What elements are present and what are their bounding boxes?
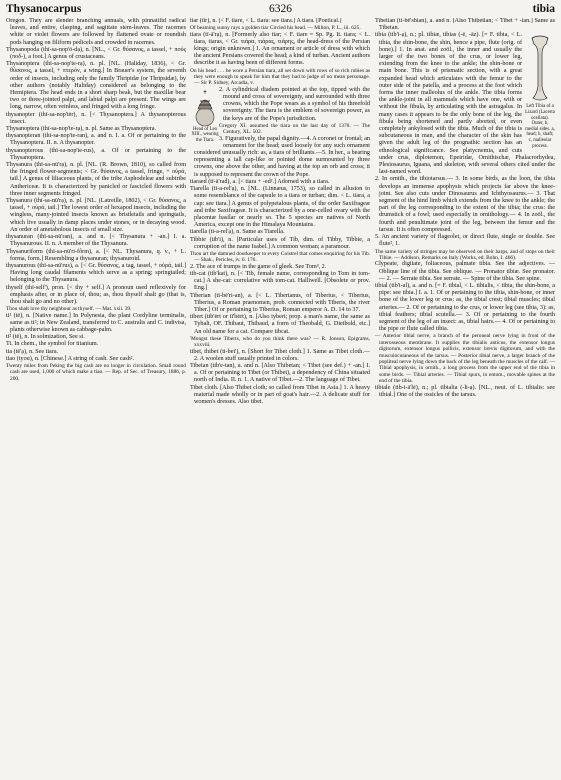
entry: tibia (tib'i-ạ), n.; pl. tibiæ, tibias (-ē, -āz). [= F. tibia, < L. tibia, the shin-bone, the shin, hence a pipe, flute (orig. of bone).] 1. In anat. and zoöl., the inner and usually the larger of the two bones of the crus, or lower leg, extending from the knee to the ankle; the shin-bone or main bone. This is of prismatic section, with a great expanded head which articulates with the femur to the outer side of the patella, and a process at the foot which forms the inner malleolus of the ankle. The tibia forms the ankle-joint in all mammals which have one, with or without the fibula, by articulating with the astragalus. In many cases it appears to be the only bone of the leg, the fibula being shortened and partly aborted, or even completely ankylosed with the tibia. Much of the tibia is subcutaneous in man, and the character of the skin has given the adult leg of the prognathic section has an ethnological significance. See platycnemia, and cuts under crus, diplotemon, Epeiridæ, Ornithischæ, Phalacrorhydea, Plesiosaurus, Iguana, and skeleton, with several others cited under the last-named word. [375, 32, 555, 176]
entry: ti² (tē), n. In solmization, See si. [6, 334, 85, 341]
quotation: Gregory XI. assumed the tiara on the last day of 1370. — The Century, XL. 502. [219, 122, 370, 136]
header-right-guideword: tibia [532, 3, 555, 15]
entry: tibert (tib'ėrt or tī'bėrt), n. [Also tybert; prop. a man's name, the same as Tybalt, OF. Thibaut, Thibaud, a form of Theobald, G. Dietbold, etc.] An old name for a cat. Compare tibcat. [190, 314, 370, 335]
entry: 2. The ace of trumps in the game of gleek. See Tom³, 2. [190, 263, 327, 270]
column-3 [375, 18, 555, 778]
entry: tia (tē'ạ), n. See tiara. [6, 348, 59, 355]
entry: 5. An ancient variety of flageolet, or direct flute, single or double. See flute², 1. [375, 234, 555, 248]
entry: 3. Figuratively, the papal dignity.—4. A coronet or frontal; an ornament for the head; used loosely for any such ornament considered unusually rich: as, a tiara of brilliants.—5. In her., a bearing representing a tall cap-like or pointed dome surmounted by three crowns, one above the other, and having at the top an orb and cross; it is supposed to represent the crown of the Pope. [194, 135, 370, 178]
entry: Tibbie (tib'i), n. [Particular uses of Tib, dim. of Tibby, Tibbie, a corruption of the name Isabel.] A common woman; a paramour. [190, 236, 370, 250]
entry: tiara (tī-ā'rạ), n. [Formerly also tiar; < F. tiare = Sp. Pg. It. tiara; < L. tiara, tiaras, < Gr. τιάρα, τιάρας, τιάρης, the head-dress of the Persian kings; origin unknown.] 1. An ornament or article of dress with which the ancient Persians covered the head; a kind of turban. Ancient authors describe it as having been of different forms. [190, 31, 370, 67]
entry: Thysanoptera (thī-sa-nop'te-rạ), n. pl. [NL. (Haliday, 1836), < Gr. θύσανος, a tassel, + πτερόν, a wing.] In Brauer's system, the seventh order of insects, including only the family Thripidæ (or Thripsidæ), by other authors (notably Haliday) considered as belonging to the Hemiptera. The head ends in a short sharp beak, but the maxillæ bear two or three-jointed palpi, and labial palpi are present. The wings are long, narrow, often veinless, and fringed with a long fringe. [6, 61, 186, 111]
entry: ti¹ (tē), n. [Native name.] In Polynesia, the plant Cordyline terminalis, same as ti²; in New Zealand, transferred to C. australis and C. indivisa, plants otherwise known as cabbage-palm. [6, 312, 186, 333]
entry: tib-cat (tib'kat), n. [< Tib, female name, corresponding to Tom in tom-cat.] A she-cat: correlative with tom-cat. Halliwell. [Obsolete or prov. Eng.] [190, 270, 370, 292]
entry: thysanuran (thī-sa-nū'ran), a. and n. [< Thysanura + -an.] I. a. Thysanurous. II. n. A member of the Thysanura. [6, 234, 186, 248]
entry: 2. A cylindrical diadem pointed at the top, tipped with the mound and cross of sovereignty, and surrounded with three crowns, which the Pope wears as a symbol of his threefold sovereignty. The tiara is the emblem of sovereign power, as the keys are of the Pope's jurisdiction. [219, 86, 370, 122]
entry: Tibetian (ti-bē'shian), a. and n. [Also Thibetian; < Tibet + -ian.] Same as Tibetan. [375, 18, 555, 32]
tiara-illustration [190, 89, 220, 144]
page-number: 6326 [269, 3, 292, 15]
column-2 [190, 18, 370, 778]
entry: Clypeate, digitate, foliaceous, palmate tibia. See the adjectives. — Oblique line of the tibia. See oblique. — Pronator tibiæ. See pronator. — 2. — Serrate tibia. See serrate. — Spine of the tibia. See spine. [375, 261, 555, 282]
entry: thysanopter (thī-sa-nop'tėr), n. [< Thysanoptera.] A thysanopterous insect. [6, 111, 186, 125]
tibia-bone-image [525, 34, 555, 104]
quotation: On his head . . . he wore a Persian tiara, all set down with rows of so rich rubies as they were enough to speak for him that they had to judge of no mean personage. — Sir P. Sidney, Arcadia, v. [190, 67, 370, 87]
figure-caption: Left Tibia of a Lizard (Lacerta ocellata). Outer, b, medial sides. a, head; b, shaft; c, malleolar process. [525, 104, 555, 149]
entry: thysanurous (thī-sa-nū'rus), a. [< Gr. θύσανος, a tag, tassel, + οὐρά, tail.] Having long caudal filaments which serve as a spring; springtailed; belonging to the Thysanura. [6, 262, 186, 284]
entry: Thysanura (thī-sa-nū'rạ), n. pl. [NL. (Latreille, 1802), < Gr. θύσανος, a tassel, + οὐρά, tail.] The lowest order of hexapod insects, including the wingless, many-jointed insects known as bristletails and springtails, which live usually in damp places under stones, or in decaying wood. An order of ametabolous insects of small size. [6, 198, 186, 233]
entry: tibial (tib'i-al), a. and n. [= F. tibial, < L. tibialis, < tibia, the shin-bone, a pipe: see tibia.] I. a. 1. Of or pertaining to the tibia, shin-bone, or inner bone of the lower leg or crus: as, the tibial crest; tibial muscles; tibial arteries.— 2. Of or pertaining to the crus, or lower leg (see tibia, 3): as, tibial feathers; tibial scutella.— 3. Of or pertaining to the fourth segment of the leg of an insect: as, tibial hairs.— 4. Of or pertaining to the pipe or flute called tibia. [375, 282, 555, 333]
entry: Thysanuriform (thī-sa-nū'ri-fôrm), a. [< NL. Thysanura, q. v., + L. forma, form.] Resembling a thysanuran; thysanuroid. [6, 248, 186, 262]
column-1 [6, 18, 186, 778]
entry: Tibetan (tib'e-tan), a. and n. [Also Thibetan; < Tibet (see def.) + -an.] I. a. Of or pertaining to Tibet (or Thibet), a dependency of China situated north of India. II. n. 1. A native of Tibet.—2. The language of Tibet. [190, 362, 370, 384]
quotation: The same variety of stringes may be observed on their harps, and of stops on their Tibiæ. — Addison, Remarks on Italy (Works, ed. Bohn, I. 466). [375, 248, 555, 261]
figure-caption: Head of Leo XIII., wearing the Tiara. [191, 126, 219, 144]
entry: Oregon. They are slender branching annuals, with pinnatifid radical leaves, and entire, clasping, and sagittate stem-leaves. The racemes white or violet flowers are followed by flattened ovate or roundish pods hanging on filiform pedicels and crowded in racemes. [6, 18, 186, 46]
entry: — Anterior tibial nerve, a branch of the peroneal nerve lying in front of the interosseous membrane. It supplies the tibialis anticus, the extensor longus digitorum, extensor longus pollicis, extensor brevis digitorum, and with the musculocutaneous of the tarsus. — Posterior tibial nerve, a larger branch of the popliteal nerve lying down the back of the leg beneath the muscles of the calf. — Tibial apophysis, in ornith., a long process from the upper end of the tibia in some birds. — Tibial arteries. — Tibial spurs, in entom., movable spines at the end of the tibia. [375, 333, 555, 385]
entry: tiaraed (tī-ā'rad), a. [< tiara + -ed².] Adorned with a tiara. [190, 178, 330, 185]
quotation: Twenty miles from Peking the big cash are no longer in circulation. Small round cash are used, 1,000 of which make a tiao. — Rep. of Sec. of Treasury, 1886, p. 200. [6, 362, 186, 382]
quotation: 'Mongst these Tiberts, who do you think there was? — R. Jonson, Epigrams, xxxviii. [190, 335, 370, 349]
entry: Thysanura (thī-sa-nū'rạ), n. pl. [NL. (R. Brown, 1810), so called from the fringed flower-segments; < Gr. θύσανος, a tassel, fringe, + οὐρά, tail.] A genus of liliaceous plants, of the tribe Asphodeleæ and subtribe Anthericeæ. It is characterized by panicled or fascicled flowers with three inner segments fringed. [6, 162, 186, 197]
entry: Thysanopoda (thī-sa-nop'ō-dạ), n. [NL., < Gr. θύσανος, a tassel, + πούς (ποδ-), a foot.] A genus of crustaceans. [6, 46, 186, 61]
entry: tibiale (tib-i-ā'lē), n.; pl. tibialia (-li-ạ). [NL., neut. of L. tibialis: see tibial.] One of the ossicles of the tarsus. [375, 384, 555, 398]
tibia-illustration [525, 34, 555, 149]
quotation: Thou shalt love thy neighbour as thyself. — Mat. xxii. 39. [6, 306, 132, 313]
entry: tiar (tīr), n. [< F. tiare, < L. tiara: see tiara.] A tiara. [Poetical.] [190, 18, 342, 24]
quotation: Of beaming sunny rays a golden tiar Circled his head. — Milton, P. L., iii. 625. [190, 25, 361, 32]
entry: Tibet cloth. [Also Thibet cloth; so called from Tibet in Asia.] 1. A heavy material made wholly or in part of goat's hair.—2. A delicate stuff for women's dresses. Also tibet. [190, 384, 370, 405]
entry: tiarella (tī-a-rel'ạ), n. Same as Tiarella. [190, 229, 285, 236]
entry: tibet, thibet (ti-bet'), n. [Short for Tibet cloth.] 1. Same as Tibet cloth.—2. A woolen stuff usually printed in colors. [190, 348, 370, 362]
header-left-guideword: Thysanocarpus [6, 3, 82, 15]
entry: tiao (tyou), n. [Chinese.] A string of cash. See cash². [6, 355, 135, 362]
quotation: Thou art the damned doorkeeper to every Coistrel that comes enquiring for his Tib. — Shak., Pericles, iv. 6. 176. [190, 250, 370, 264]
entry: Tiarella (tī-a-rel'ạ), n. [NL. (Linnæus, 1753), so called in allusion to some resemblance of the capsule to a tiara or turban; dim. < L. tiara, a cap: see tiara.] A genus of polypetalous plants, of the order Saxifrageæ and tribe Saxifrageæ. It is characterized by a one-celled ovary with the placentæ basilar or nearly so. The 5 species are natives of North America, except one in the Himalaya Mountains. [190, 186, 370, 229]
pope-tiara-image [190, 89, 220, 127]
entry: thysanopteran (thī-sa-nop'te-ran), a. and n. I. a. Of or pertaining to the Thysanoptera. II. n. A thysanopter. [6, 133, 186, 147]
entry: thyself (thī-self'), pron. [< thy + self.] A pronoun used reflexively for emphasis after, or in place of, thou; as, thou thyself shalt go (that is, thou shalt go and no other). [6, 284, 186, 305]
entry: thysanopterous (thī-sa-nop'te-rus), a. Of or pertaining to the Thysanoptera. [6, 147, 186, 161]
entry: Thysanoptera (thī-sa-nop'te-rạ), n. pl. Same as Thysanoptera. [6, 126, 157, 133]
entry: 2. In ornith., the tibiotarsus.— 3. In some birds, as the loon, the tibia develops an immense apophysis which projects far above the knee-joint. See also cuts under Dinosaurus and Ichthyosaurus.— 3. That segment of the hind limb which extends from the knee to the ankle; the part of the leg corresponding to the extent of the tibia; the crus: the drumstick of a fowl; used especially in ornithology.— 4. In zoöl., the fourth and penultimate joint of the leg, between the femur and the tarsus. It is often compressed. [375, 176, 555, 233]
entry: Ti. In chem., the symbol for titanium. [6, 341, 99, 348]
entry: Tiberian (tī-bē'ri-an), a. [< L. Tiberianus, of Tiberius, < Tiberius, Tiberius, a Roman praenomen, prob. connected with Tiberis, the river Tiber.] Of or pertaining to Tiberius, Roman emperor A. D. 14 to 37. [190, 292, 370, 313]
page-header [6, 3, 555, 17]
